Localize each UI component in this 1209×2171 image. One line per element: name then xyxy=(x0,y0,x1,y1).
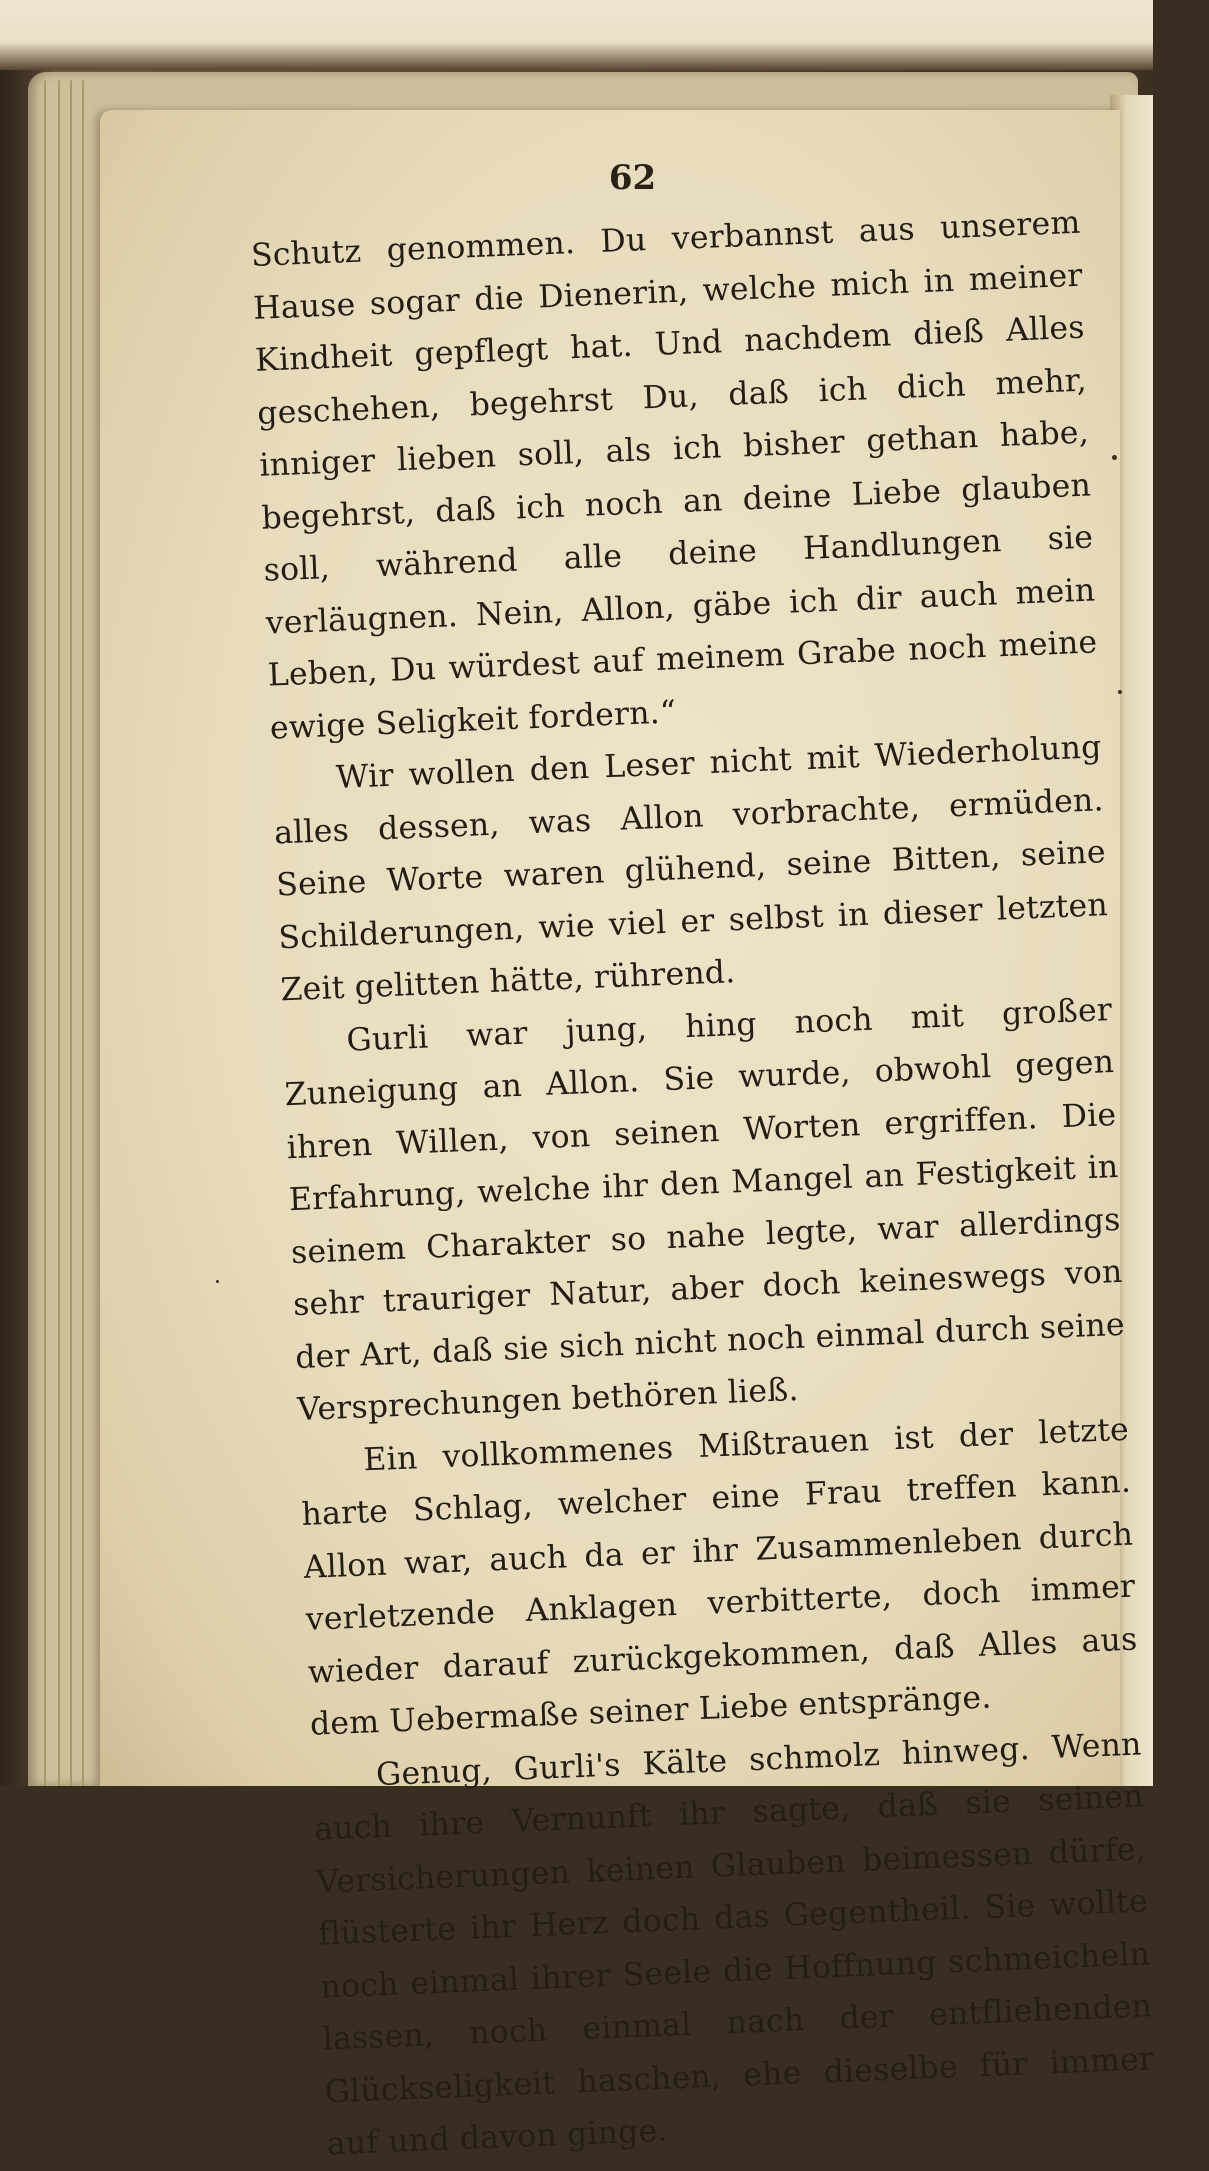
page-edge-line xyxy=(44,80,46,1786)
page-edge-line xyxy=(58,80,60,1786)
paragraph: Gurli war jung, hing noch mit großer Zuneigung an Allon. Sie wurde, obwohl gegen ihren Willen, von seinen Worten ergriffen. Die Erfahrung, welche ihr den Mangel an Festigkeit in seinem Charakter so nahe legte, war allerdings sehr trauriger Natur, aber doch keineswegs von der Art, daß sie sich nicht noch einmal durch seine Versprechungen bethören ließ. xyxy=(284,991,1126,1429)
paragraph: Schutz genommen. Du verbannst aus unserem Hause sogar die Dienerin, welche mich in meiner Kindheit gepflegt hat. Und nachdem dieß Alles geschehen, begehrst Du, daß ich dich mehr, inniger lieben soll, als ich bisher gethan habe, begehrst, daß ich noch an deine Liebe glauben soll, während alle deine Handlungen sie verläugnen. Nein, Allon, gäbe ich dir auch mein Leben, Du würdest auf meinem Grabe noch meine ewige Seligkeit fordern.“ xyxy=(250,204,1098,747)
paragraph: Wir wollen den Leser nicht mit Wiederholung alles dessen, was Allon vorbrachte, ermüden. Seine Worte waren glühend, seine Bitten, seine Schilderungen, wie viel er selbst in dieser letzten Zeit gelitten hätte, rührend. xyxy=(273,729,1109,1009)
paper-speck xyxy=(1118,690,1122,694)
paper-speck xyxy=(216,1280,219,1283)
paper-speck xyxy=(1112,455,1117,460)
page-number: 62 xyxy=(608,158,657,198)
scan-background xyxy=(0,0,1153,70)
page-edge-line xyxy=(82,80,84,1786)
page-text xyxy=(250,197,1157,2171)
paragraph: Genug, Gurli's Kälte schmolz hinweg. Wenn auch ihre Vernunft ihr sagte, daß sie seinen Versicherungen keinen Glauben beimessen dürfe, flüsterte ihr Herz doch das Gegentheil. Sie wollte noch einmal ihrer Seele die Hoffnung schmeicheln lassen, noch einmal nach der entfliehenden Glückseligkeit haschen, ehe dieselbe für immer auf und davon ginge. xyxy=(313,1725,1155,2163)
page-edge-line xyxy=(70,80,72,1786)
paragraph: Ein vollkommenes Mißtrauen ist der letzte harte Schlag, welcher eine Frau treffen kann. Allon war, auch da er ihr Zusammenleben durch verletzende Anklagen verbitterte, doch immer wieder darauf zurückgekommen, daß Alles aus dem Uebermaße seiner Liebe entspränge. xyxy=(300,1411,1138,1743)
